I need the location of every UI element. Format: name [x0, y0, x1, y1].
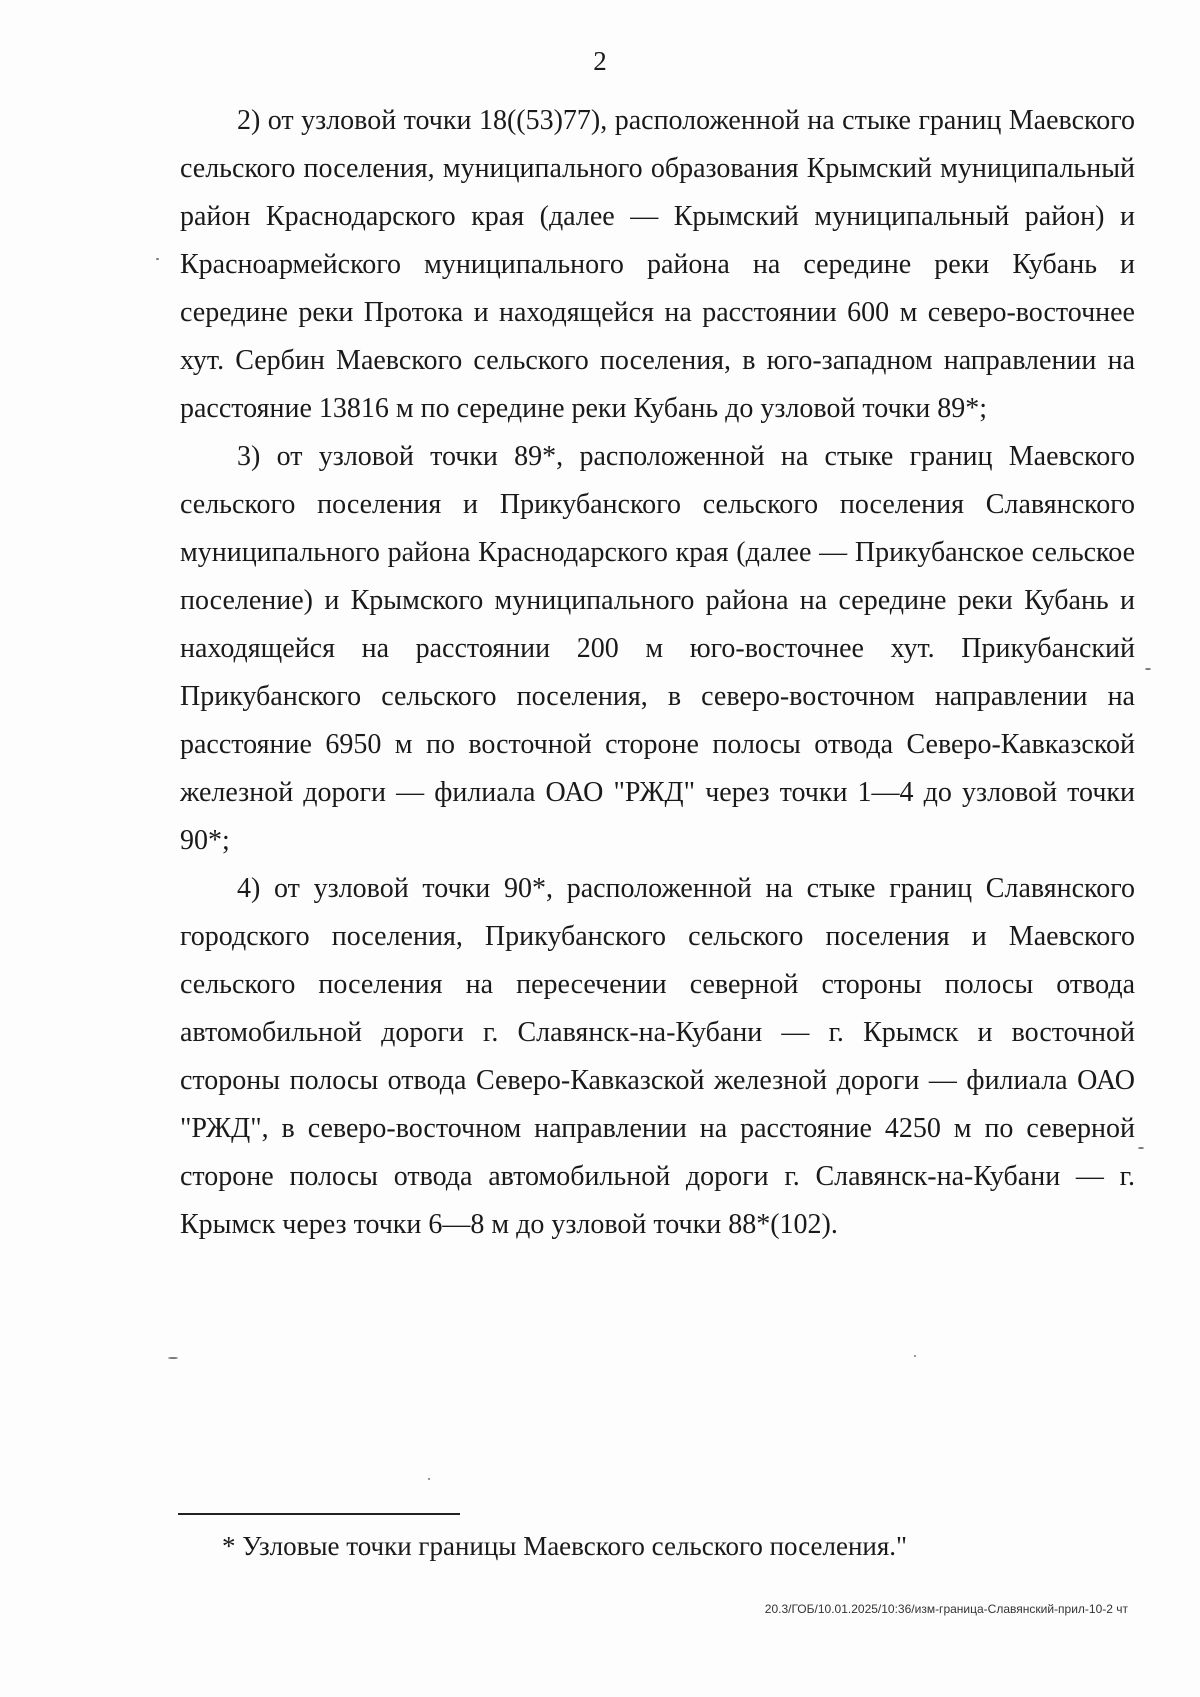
- footnote: * Узловые точки границы Маевского сельского поселения.": [222, 1531, 908, 1561]
- scan-speck: [1138, 1147, 1144, 1149]
- paragraph-item-4: 4) от узловой точки 90*, расположенной на стыке границ Славянского городского поселения, Прикубанского сельского поселения и Маевского сельского поселения на пересечении северной стороны полосы отвода автомобильной дороги г. Славянск-на-Кубани — г. Крымск и восточной стороны полосы отвода Северо-Кавказской железной дороги — филиала ОАО "РЖД", в северо-восточном направлении на расстояние 4250 м по северной стороне полосы отвода автомобильной дороги г. Славянск-на-Кубани — г. Крымск через точки 6—8 м до узловой точки 88*(102).: [180, 873, 1135, 1240]
- paragraph-item-3: 3) от узловой точки 89*, расположенной на стыке границ Маевского сельского поселения и Прикубанского сельского поселения Славянского муниципального района Краснодарского края (далее — Прикубанское сельское поселение) и Крымского муниципального района на середине реки Кубань и находящейся на расстоянии 200 м юго-восточнее хут. Прикубанский Прикубанского сельского поселения, в северо-восточном направлении на расстояние 6950 м по восточной стороне полосы отвода Северо-Кавказской железной дороги — филиала ОАО "РЖД" через точки 1—4 до узловой точки 90*;: [180, 441, 1135, 856]
- document-body: [180, 97, 1135, 1249]
- scan-speck: [914, 1355, 916, 1357]
- document-code: 20.3/ГОБ/10.01.2025/10:36/изм-граница-Славянский-прил-10-2 чт: [764, 1602, 1128, 1616]
- scan-speck: [1145, 668, 1151, 670]
- scan-speck: [168, 1357, 178, 1359]
- scan-speck: [156, 258, 159, 260]
- paragraph-item-2: 2) от узловой точки 18((53)77), расположенной на стыке границ Маевского сельского поселения, муниципального образования Крымский муниципальный район Краснодарского края (далее — Крымский муниципальный район) и Красноармейского муниципального района на середине реки Кубань и середине реки Протока и находящейся на расстоянии 600 м северо-восточнее хут. Сербин Маевского сельского поселения, в юго-западном направлении на расстояние 13816 м по середине реки Кубань до узловой точки 89*;: [180, 105, 1135, 424]
- footnote-divider: [178, 1513, 460, 1515]
- scan-speck: [428, 1478, 430, 1480]
- page-number: 2: [593, 46, 607, 76]
